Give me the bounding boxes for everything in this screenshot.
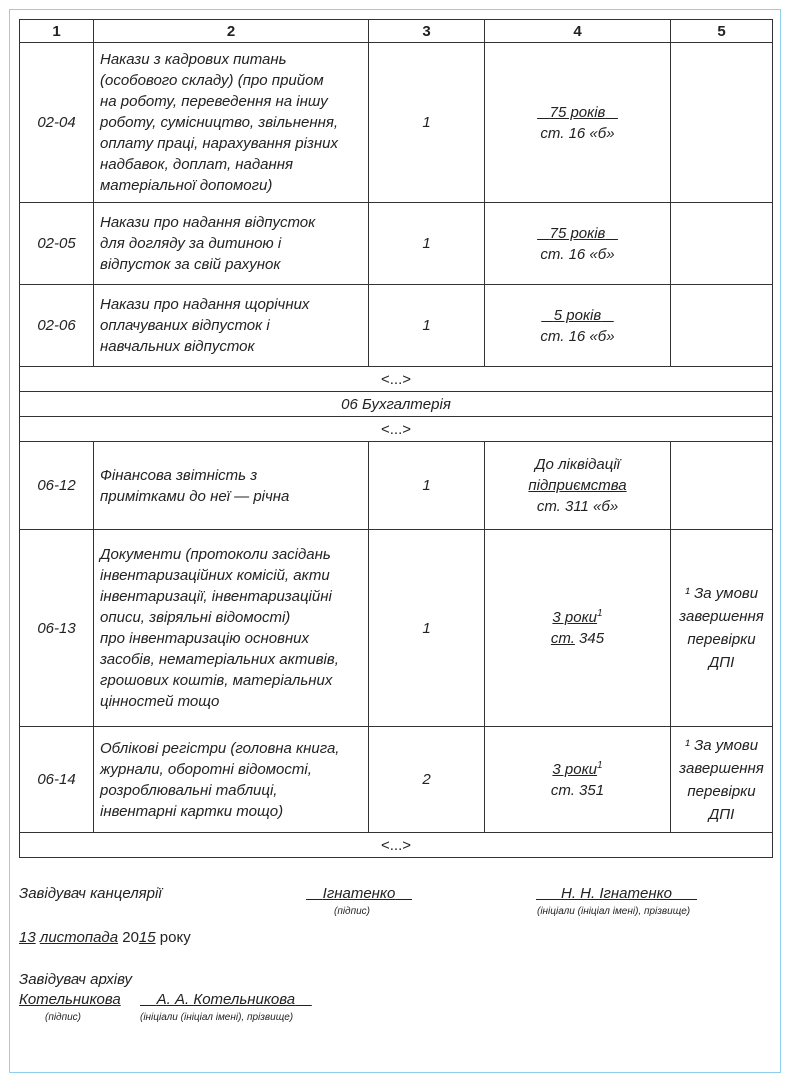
note-cell: [671, 285, 773, 367]
case-title: [94, 530, 369, 727]
case-code: 06-12: [20, 442, 94, 530]
term-period-text: 5 років: [553, 306, 602, 324]
term-article: ст. 351: [550, 781, 605, 799]
term-line: До ліквідації: [535, 456, 620, 473]
case-title: [94, 43, 369, 203]
title-line: навчальних відпусток: [100, 338, 255, 355]
term-article-prefix: ст.: [550, 630, 575, 647]
ellipsis-row: [20, 833, 773, 858]
date-tail: року: [155, 929, 191, 946]
note-cell: [671, 43, 773, 203]
title-line: для догляду за дитиною і: [100, 235, 282, 252]
note-line: перевірки: [687, 631, 756, 648]
term-period: [485, 305, 670, 326]
case-quantity: 1: [369, 285, 485, 367]
title-line: інвентарні картки тощо): [100, 802, 284, 820]
case-title: [94, 203, 369, 285]
title-line: описи, звіряльні відомості): [100, 609, 291, 626]
date-day: 13: [19, 929, 36, 946]
date-month: листопада: [39, 929, 119, 946]
case-quantity: 1: [369, 43, 485, 203]
term-period-text: 3 роки: [552, 609, 598, 626]
case-code: 02-06: [20, 285, 94, 367]
term-article: ст. 16 «б»: [540, 245, 615, 263]
head-office-title: Завідувач канцелярії: [19, 885, 162, 902]
term-line: підприємства: [528, 477, 627, 494]
title-line: Накази про надання щорічних: [100, 296, 310, 313]
col-number: 5: [671, 20, 773, 43]
title-line: відпусток за свій рахунок: [100, 256, 281, 273]
note-line: завершення: [679, 759, 764, 777]
case-quantity: 1: [369, 203, 485, 285]
case-code: 02-05: [20, 203, 94, 285]
archive-name-text: А. А. Котельникова: [156, 991, 296, 1008]
term-period-text: 3 роки: [552, 760, 598, 778]
title-line: Документи (протоколи засідань: [100, 546, 331, 563]
section-row: [20, 392, 773, 417]
title-line: Облікові регістри (головна книга,: [100, 739, 340, 757]
signature-caption: (підпис): [45, 1012, 81, 1023]
ellipsis: <...>: [20, 833, 773, 858]
ellipsis: <...>: [20, 367, 773, 392]
title-line: інвентаризаційних комісій, акти: [100, 567, 330, 584]
title-line: оплату праці, нарахування різних: [100, 135, 338, 152]
title-line: матеріальної допомоги): [100, 177, 273, 194]
case-code: 02-04: [20, 43, 94, 203]
ellipsis-row: [20, 417, 773, 442]
retention-term: [485, 43, 671, 203]
term-article: [485, 628, 670, 649]
table-row: [20, 530, 773, 727]
footnote-mark: 1: [597, 759, 603, 771]
head-office-signature-text: Ігнатенко: [322, 885, 396, 902]
table-row: [20, 727, 773, 833]
case-title: [94, 727, 369, 833]
term-article: ст. 311 «б»: [536, 498, 619, 515]
archive-signature: Котельникова: [19, 991, 121, 1008]
term-period: [485, 759, 670, 780]
title-line: цінностей тощо: [100, 693, 220, 710]
title-line: засобів, нематеріальних активів,: [100, 651, 339, 668]
col-number: 1: [20, 20, 94, 43]
signature-caption: (підпис): [334, 906, 370, 917]
archive-title: Завідувач архіву: [19, 971, 132, 988]
title-line: роботу, сумісництво, звільнення,: [100, 114, 339, 131]
title-line: грошових коштів, матеріальних: [100, 672, 333, 689]
nomenclature-table: [19, 19, 773, 858]
name-caption: (ініціали (ініціал імені), прізвище): [537, 906, 691, 917]
title-line: Накази з кадрових питань: [100, 51, 287, 68]
date-year-suffix: 15: [138, 929, 156, 946]
section-title: 06 Бухгалтерія: [20, 392, 773, 417]
head-office-name: [536, 885, 697, 902]
note-line: завершення: [679, 608, 764, 625]
date-year-prefix: 20: [122, 929, 139, 946]
title-line: розроблювальні таблиці,: [100, 781, 278, 799]
note-cell: [671, 442, 773, 530]
retention-term: [485, 203, 671, 285]
column-number-row: [20, 20, 773, 43]
note-cell: [671, 727, 773, 833]
note-line: перевірки: [687, 782, 756, 800]
case-title: [94, 442, 369, 530]
col-number: 4: [485, 20, 671, 43]
title-line: про інвентаризацію основних: [100, 630, 310, 647]
case-quantity: 1: [369, 530, 485, 727]
title-line: надбавок, доплат, надання: [100, 156, 294, 173]
term-period: [485, 607, 670, 628]
term-article: ст. 16 «б»: [540, 124, 615, 142]
ellipsis: <...>: [20, 417, 773, 442]
head-office-signature: [306, 885, 412, 902]
table-row: [20, 43, 773, 203]
term-article-number: 345: [574, 630, 605, 647]
title-line: на роботу, переведення на іншу: [100, 93, 328, 110]
retention-term: [485, 530, 671, 727]
table-row: [20, 442, 773, 530]
ellipsis-row: [20, 367, 773, 392]
retention-term: [485, 442, 671, 530]
retention-term: [485, 727, 671, 833]
archive-name: [140, 991, 312, 1008]
note-cell: [671, 530, 773, 727]
note-line: ¹ За умови: [684, 736, 759, 754]
term-article: ст. 16 «б»: [540, 327, 615, 345]
title-line: Накази про надання відпусток: [100, 214, 316, 231]
title-line: (особового складу) (про прийом: [100, 72, 324, 89]
note-line: ДПІ: [708, 654, 735, 671]
title-line: інвентаризації, інвентаризаційні: [100, 588, 332, 605]
title-line: примітками до неї — річна: [100, 487, 290, 505]
case-quantity: 1: [369, 442, 485, 530]
table-row: [20, 285, 773, 367]
signing-date: [19, 929, 191, 946]
case-code: 06-14: [20, 727, 94, 833]
title-line: Фінансова звітність з: [100, 466, 258, 484]
term-period: [485, 102, 670, 123]
term-period: [485, 223, 670, 244]
note-line: ¹ За умови: [684, 585, 759, 602]
case-title: [94, 285, 369, 367]
table-row: [20, 203, 773, 285]
term-period-text: 75 років: [549, 224, 606, 242]
head-office-name-text: Н. Н. Ігнатенко: [561, 885, 673, 902]
title-line: оплачуваних відпусток і: [100, 317, 270, 334]
col-number: 2: [94, 20, 369, 43]
name-caption: (ініціали (ініціал імені), прізвище): [140, 1012, 294, 1023]
note-cell: [671, 203, 773, 285]
case-code: 06-13: [20, 530, 94, 727]
term-period-text: 75 років: [549, 103, 606, 121]
title-line: журнали, оборотні відомості,: [100, 760, 312, 778]
col-number: 3: [369, 20, 485, 43]
note-line: ДПІ: [708, 805, 735, 823]
footnote-mark: 1: [597, 608, 603, 619]
retention-term: [485, 285, 671, 367]
case-quantity: 2: [369, 727, 485, 833]
